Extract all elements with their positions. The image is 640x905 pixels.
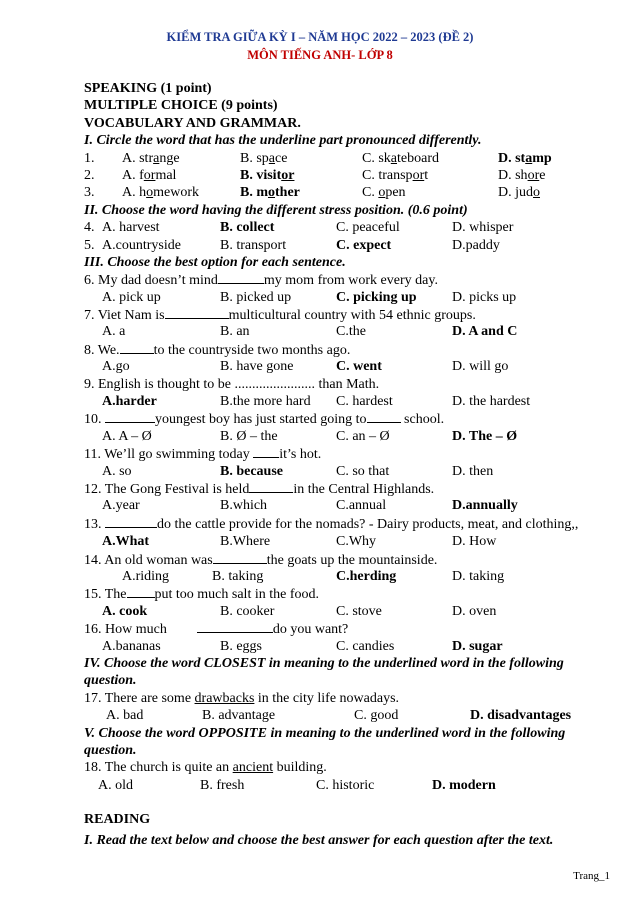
reading-part-1-instruction: I. Read the text below and choose the best answer for each question after the text. xyxy=(84,833,554,849)
option-d[interactable]: D. whisper xyxy=(452,220,514,236)
option-d[interactable]: D. modern xyxy=(432,777,496,793)
option-b[interactable]: B. taking xyxy=(212,568,264,584)
option-b[interactable]: B. advantage xyxy=(202,708,276,724)
question-10-stem xyxy=(84,410,604,427)
question-14-options xyxy=(84,568,604,585)
stem-text: multicultural country with 54 ethnic groups. xyxy=(228,308,476,324)
option-c[interactable]: C. transport xyxy=(362,167,429,183)
question-17-stem xyxy=(84,690,604,707)
stem-text: 15. The xyxy=(84,587,127,603)
option-d[interactable]: D. stamp xyxy=(498,150,552,166)
option-c[interactable]: C. an – Ø xyxy=(336,428,390,444)
question-8-stem xyxy=(84,341,604,358)
option-d[interactable]: D. judo xyxy=(498,185,540,201)
option-b[interactable]: B. fresh xyxy=(200,777,245,793)
option-c[interactable]: C. expect xyxy=(336,237,392,253)
option-d[interactable]: D. disadvantages xyxy=(470,708,572,724)
option-a[interactable]: A. so xyxy=(102,463,132,479)
option-c[interactable]: C. historic xyxy=(316,777,375,793)
option-d[interactable]: D.annually xyxy=(452,498,518,514)
option-c[interactable]: C. open xyxy=(362,185,406,201)
option-d[interactable]: D. taking xyxy=(452,568,505,584)
part-1-instruction: I. Circle the word that has the underline part pronounced differently. xyxy=(84,133,482,149)
option-d[interactable]: D. A and C xyxy=(452,324,518,340)
option-b[interactable]: B. an xyxy=(220,324,250,340)
section-vocabulary: VOCABULARY AND GRAMMAR. xyxy=(84,115,301,131)
option-b[interactable]: B. picked up xyxy=(220,289,292,305)
page-number: Trang_1 xyxy=(573,870,610,882)
exam-subtitle: MÔN TIẾNG ANH- LỚP 8 xyxy=(247,48,393,62)
part-4-instruction: IV. Choose the word CLOSEST in meaning to the underlined word in the following question. xyxy=(84,655,564,689)
option-b[interactable]: B. eggs xyxy=(220,638,262,654)
stem-text: do the cattle provide for the nomads? - Dairy products, meat, and clothing,, xyxy=(157,516,579,532)
option-a[interactable]: A. a xyxy=(102,324,126,340)
question-16-options xyxy=(84,638,604,655)
question-number: 1. xyxy=(84,150,95,166)
option-d[interactable]: D.paddy xyxy=(452,237,500,253)
stem-text: in the city life nowadays. xyxy=(257,690,400,706)
stem-text: 7. Viet Nam is xyxy=(84,308,165,324)
part-2-instruction: II. Choose the word having the different stress position. (0.6 point) xyxy=(84,202,468,218)
answer-blank[interactable] xyxy=(253,445,279,458)
question-7-stem xyxy=(84,306,604,323)
option-a[interactable]: A. strange xyxy=(122,150,180,166)
option-a[interactable]: A. formal xyxy=(122,167,177,183)
exam-content xyxy=(84,80,604,850)
option-c[interactable]: C. so that xyxy=(336,463,390,479)
stem-text: in the Central Highlands. xyxy=(293,481,435,497)
stem-text: 11. We’ll go swimming today xyxy=(84,447,250,463)
stem-text: 6. My dad doesn’t mind xyxy=(84,273,218,289)
answer-blank[interactable] xyxy=(105,515,157,528)
part-5-instruction: V. Choose the word OPPOSITE in meaning to the underlined word in the following question. xyxy=(84,725,566,758)
underlined-word: drawbacks xyxy=(194,690,255,706)
option-a[interactable]: A. A – Ø xyxy=(102,428,152,444)
question-14-stem xyxy=(84,551,604,568)
question-7-options xyxy=(84,323,604,340)
stem-text: 16. How much xyxy=(84,622,167,638)
option-c[interactable]: C.herding xyxy=(336,568,397,584)
option-b[interactable]: B. collect xyxy=(220,220,275,236)
question-15-stem xyxy=(84,585,604,602)
option-c[interactable]: C.annual xyxy=(336,498,387,514)
option-c[interactable]: C. good xyxy=(354,708,399,724)
stem-text: 8. We. xyxy=(84,342,120,358)
stem-text: 10. xyxy=(84,412,102,428)
question-8-options xyxy=(84,358,604,375)
question-16-stem xyxy=(84,620,604,637)
question-18-stem xyxy=(84,759,604,776)
option-a[interactable]: A. cook xyxy=(102,603,148,619)
stem-text: building. xyxy=(276,760,327,776)
option-b[interactable]: B.the more hard xyxy=(220,394,311,410)
part-3-instruction: III. Choose the best option for each sentence. xyxy=(84,254,346,270)
option-b[interactable]: B. space xyxy=(240,150,288,166)
stem-text: do you want? xyxy=(272,622,349,638)
option-a[interactable]: A.go xyxy=(102,359,130,375)
question-9-stem: 9. English is thought to be ....................... than Math. xyxy=(84,376,380,392)
question-6-stem xyxy=(84,271,604,288)
question-9-options xyxy=(84,393,604,410)
question-12-options xyxy=(84,497,604,514)
question-6-options xyxy=(84,289,604,306)
option-d[interactable]: D. sugar xyxy=(452,638,503,654)
question-11-options xyxy=(84,463,604,480)
answer-blank[interactable] xyxy=(120,341,154,354)
stem-text: put too much salt in the food. xyxy=(154,587,319,603)
option-b[interactable]: B. transport xyxy=(220,237,287,253)
option-d[interactable]: D. picks up xyxy=(452,289,517,305)
underlined-word: ancient xyxy=(232,760,274,776)
option-d[interactable]: D. How xyxy=(452,534,497,550)
stem-text: 18. The church is quite an xyxy=(84,760,230,776)
section-reading: READING xyxy=(84,812,151,828)
stem-text: school. xyxy=(404,412,445,428)
answer-blank[interactable] xyxy=(367,410,401,423)
stem-text: youngest boy has just started going to xyxy=(155,412,367,428)
stem-text: the goats up the mountainside. xyxy=(266,552,438,568)
section-speaking: SPEAKING (1 point) xyxy=(84,81,212,96)
stem-text: 13. xyxy=(84,516,102,532)
option-a[interactable]: A. harvest xyxy=(102,220,160,236)
option-d[interactable]: D. will go xyxy=(452,359,509,375)
option-c[interactable]: C. went xyxy=(336,359,382,375)
question-4 xyxy=(84,219,604,236)
answer-blank[interactable] xyxy=(218,271,264,284)
option-c[interactable]: C.the xyxy=(336,324,366,340)
question-12-stem xyxy=(84,480,604,497)
question-number: 4. xyxy=(84,220,95,236)
section-multiple-choice: MULTIPLE CHOICE (9 points) xyxy=(84,98,278,114)
answer-blank[interactable] xyxy=(197,620,273,633)
question-number: 5. xyxy=(84,237,95,253)
option-a[interactable]: A.What xyxy=(102,534,150,550)
option-b[interactable]: B. have gone xyxy=(220,359,294,375)
option-a[interactable]: A. bad xyxy=(106,708,144,724)
option-c[interactable]: C. stove xyxy=(336,603,382,619)
answer-blank[interactable] xyxy=(165,306,229,319)
option-c[interactable]: C. candies xyxy=(336,638,395,654)
exam-title: KIỂM TRA GIỮA KỲ I – NĂM HỌC 2022 – 2023 (ĐỀ 2) xyxy=(166,30,474,44)
question-3 xyxy=(84,184,604,201)
option-b[interactable]: B. because xyxy=(220,463,283,479)
question-1 xyxy=(84,150,604,167)
answer-blank[interactable] xyxy=(213,551,267,564)
option-b[interactable]: B. cooker xyxy=(220,603,275,619)
stem-text: 14. An old woman was xyxy=(84,552,213,568)
answer-blank[interactable] xyxy=(127,585,155,598)
option-a[interactable]: A. old xyxy=(98,777,133,793)
option-d[interactable]: D. shore xyxy=(498,167,546,183)
option-c[interactable]: C.Why xyxy=(336,534,377,550)
option-b[interactable]: B.Where xyxy=(220,534,271,550)
option-a[interactable]: A. pick up xyxy=(102,289,161,305)
stem-text: it’s hot. xyxy=(279,447,322,463)
option-d[interactable]: D. oven xyxy=(452,603,497,619)
option-a[interactable]: A.year xyxy=(102,498,140,514)
option-b[interactable]: B.which xyxy=(220,498,268,514)
option-c[interactable]: C. picking up xyxy=(336,289,417,305)
question-number: 2. xyxy=(84,167,95,183)
option-a[interactable]: A.riding xyxy=(122,568,170,584)
stem-text: to the countryside two months ago. xyxy=(153,342,351,358)
option-a[interactable]: A.harder xyxy=(102,394,157,410)
question-15-options xyxy=(84,603,604,620)
question-number: 3. xyxy=(84,185,95,201)
question-13-stem xyxy=(84,515,604,533)
question-13-options xyxy=(84,533,604,550)
question-17-options xyxy=(84,707,604,724)
stem-text: my mom from work every day. xyxy=(263,273,438,289)
option-d[interactable]: D. The – Ø xyxy=(452,428,518,444)
stem-text: 12. The Gong Festival is held xyxy=(84,481,250,497)
option-b[interactable]: B. Ø – the xyxy=(220,428,278,444)
option-c[interactable]: C. hardest xyxy=(336,394,393,410)
option-c[interactable]: C. peaceful xyxy=(336,220,400,236)
option-a[interactable]: A. homework xyxy=(122,185,200,201)
question-5 xyxy=(84,237,604,254)
question-10-options xyxy=(84,428,604,445)
question-2 xyxy=(84,167,604,184)
answer-blank[interactable] xyxy=(105,410,155,423)
option-b[interactable]: B. visitor xyxy=(240,167,295,183)
option-a[interactable]: A.bananas xyxy=(102,638,161,654)
question-18-options xyxy=(84,777,604,794)
option-b[interactable]: B. mother xyxy=(240,185,300,201)
option-d[interactable]: D. the hardest xyxy=(452,394,531,410)
question-11-stem xyxy=(84,445,604,462)
option-a[interactable]: A.countryside xyxy=(102,237,181,253)
option-c[interactable]: C. skateboard xyxy=(362,150,439,166)
stem-text: 17. There are some xyxy=(84,690,192,706)
option-d[interactable]: D. then xyxy=(452,463,494,479)
answer-blank[interactable] xyxy=(249,480,293,493)
